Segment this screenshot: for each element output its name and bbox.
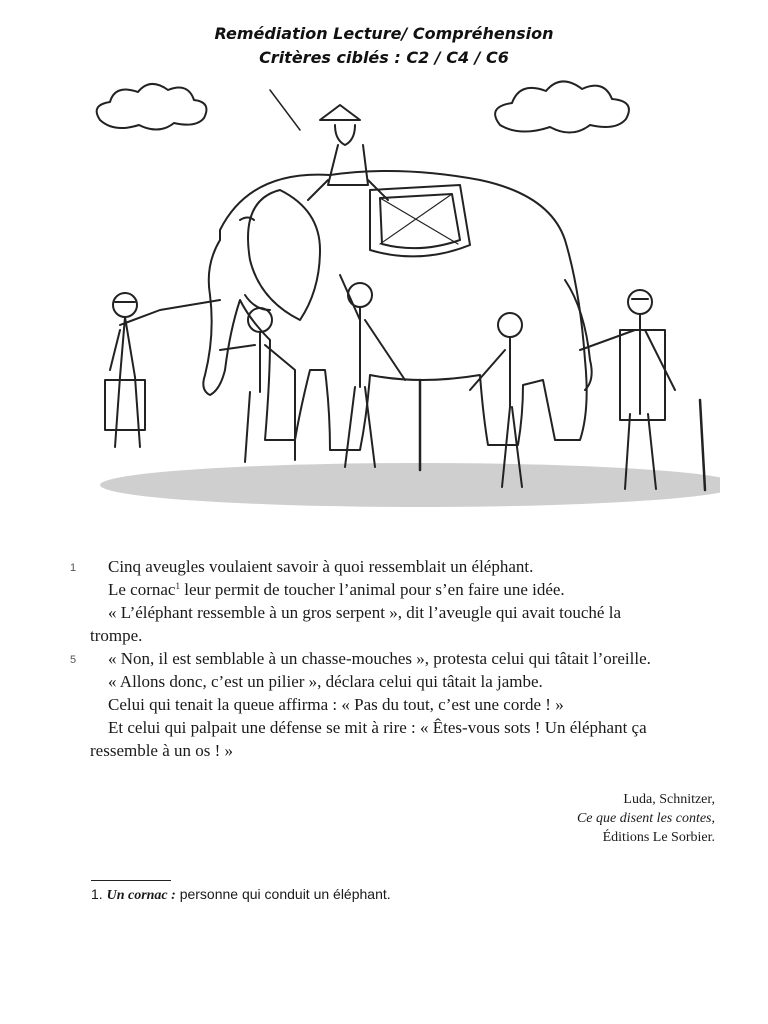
line-number: 5 [70,654,77,666]
text-line [60,739,725,762]
line-text: Celui qui tenait la queue affirma : « Pas du tout, c’est une corde ! » [108,695,564,714]
line-text: trompe. [90,626,143,645]
elephant-blind-men-illustration [80,80,720,510]
line-text: ressemble à un os ! » [90,741,234,760]
story-text [60,555,725,762]
text-line [60,624,725,647]
credits-book: Ce que disent les contes, [576,811,715,826]
cloud-right-icon [495,81,629,132]
text-line [60,716,725,739]
header-criteria: Critères ciblés : C2 / C4 / C6 [259,48,509,67]
line-text: Cinq aveugles voulaient savoir à quoi ressemblait un éléphant. [108,557,534,576]
footnote-ref: 1 [175,581,180,591]
line-text [108,578,565,601]
line-text: « L’éléphant ressemble à un gros serpent », dit l’aveugle qui avait touché la [108,603,621,622]
footnote-term: Un cornac : [106,888,176,903]
source-credits [577,790,715,847]
line-text: « Allons donc, c’est un pilier », déclara celui qui tâtait la jambe. [108,672,543,691]
header-title: Remédiation Lecture/ Compréhension [214,24,554,43]
line-text: Et celui qui palpait une défense se mit à rire : « Êtes-vous sots ! Un éléphant ça [108,718,647,737]
line-text: « Non, il est semblable à un chasse-mouches », protesta celui qui tâtait l’oreille. [108,649,651,668]
blind-man-tail [580,290,705,490]
line-text-part: Le cornac [108,580,176,599]
text-line [60,601,725,624]
footnote-definition: personne qui conduit un éléphant. [175,886,391,902]
cloud-left-icon [97,84,207,130]
text-line [60,647,725,670]
credits-publisher: Éditions Le Sorbier. [602,830,715,845]
footnote-number: 1. [91,886,103,902]
footnote-divider [91,880,171,881]
footnote [91,886,391,904]
blind-man-trunk [105,293,220,447]
text-line [60,693,725,716]
line-number: 1 [70,562,77,574]
text-line [60,670,725,693]
credits-author: Luda, Schnitzer, [623,792,715,807]
page-header [0,22,768,70]
text-line [60,578,725,601]
text-line [60,555,725,578]
line-text-part: leur permit de toucher l’animal pour s’en faire une idée. [179,580,565,599]
